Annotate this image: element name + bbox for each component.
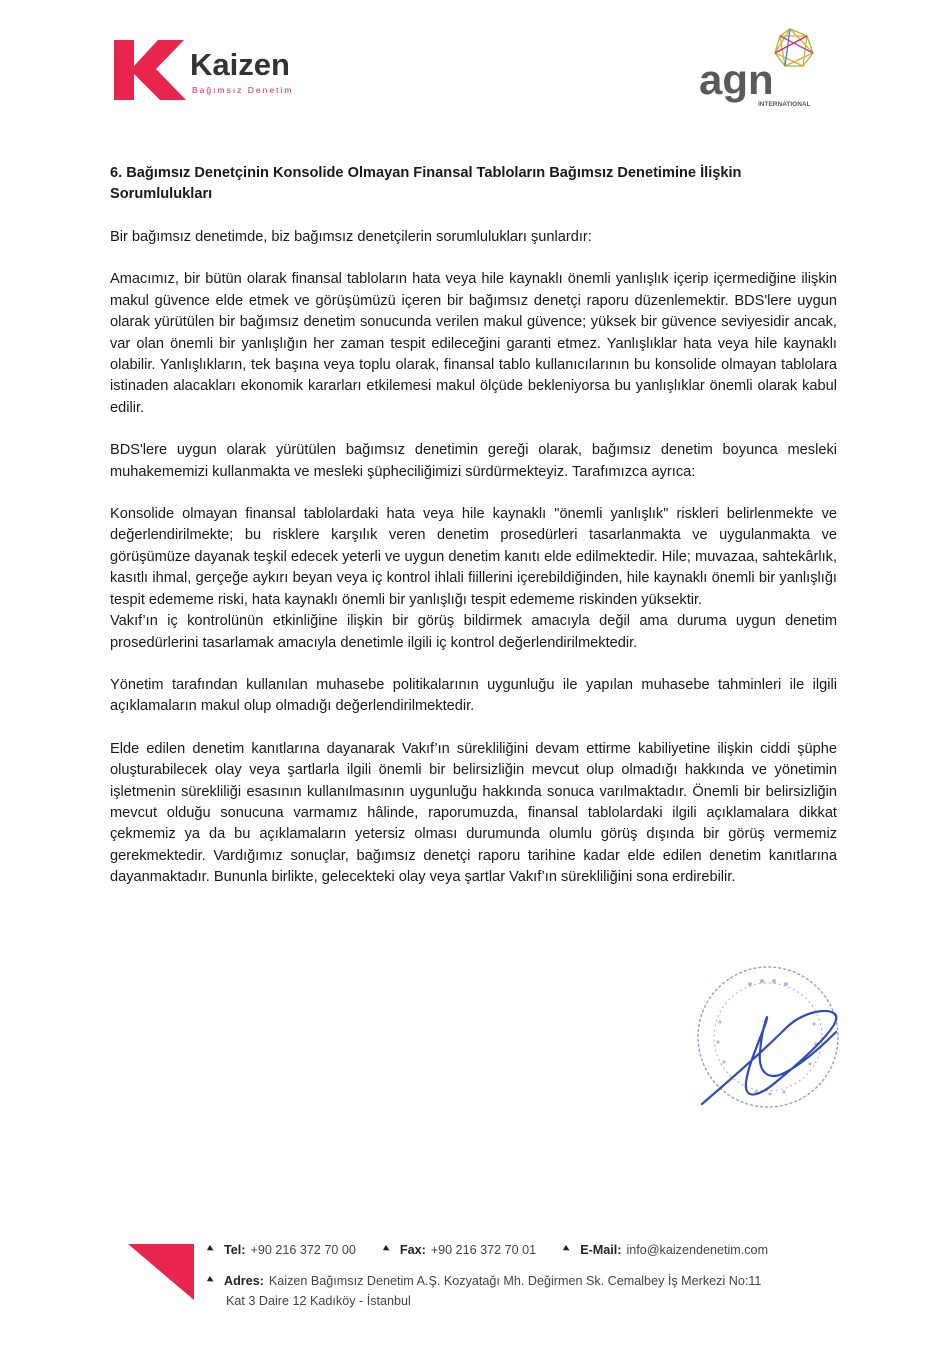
address-label: Adres: <box>224 1274 264 1288</box>
paragraph-risk-assessment: Konsolide olmayan finansal tablolardaki hata veya hile kaynaklı "önemli yanlışlık" riskleri belirlenmekte ve değerlendirilmekte; bu risklere karşılık veren denetim prosedürleri tasarlanmakta ve uygulanmakta ve görüşümüze dayanak teşkil edecek yeterli ve uygun denetim kanıtı elde edilmektedir. Hile; muvazaa, sahtekârlık, kasıtlı ihmal, gerçeğe aykırı beyan veya iç kontrol ihlali fiillerini içerebildiğinden, hile kaynaklı önemli bir yanlışlığı tespit edememe riski, hata kaynaklı önemli bir yanlışlığı tespit edememe riskinden yüksektir. <box>110 506 837 608</box>
company-stamp-signature <box>690 962 850 1127</box>
tel-label: Tel: <box>224 1243 246 1257</box>
footer-address-row <box>208 1274 768 1294</box>
paragraph-internal-control: Vakıf’ın iç kontrolünün etkinliğine ilişkin bir görüş bildirmek amacıyla değil ama duruma uygun denetim prosedürlerini tasarlamak amacıyla denetimle ilgili iç kontrol değerlendirilmektedir. <box>110 613 837 651</box>
email-value[interactable]: info@kaizendenetim.com <box>626 1243 769 1257</box>
kaizen-logo-mark <box>114 40 186 100</box>
agn-international-logo <box>695 26 830 112</box>
bullet-icon <box>563 1245 571 1253</box>
footer-contact <box>208 1243 768 1308</box>
email-label: E-Mail: <box>580 1243 622 1257</box>
paragraph-accounting-policies: Yönetim tarafından kullanılan muhasebe politikalarının uygunluğu ile yapılan muhasebe tahminleri ile ilgili açıklamaların makul olup olmadığı değerlendirilmektedir. <box>110 676 837 715</box>
address-line-1: Kaizen Bağımsız Denetim A.Ş. Kozyatağı Mh. Değirmen Sk. Cemalbey İş Merkezi No:11 <box>268 1274 762 1288</box>
tel-value: +90 216 372 70 00 <box>250 1243 356 1257</box>
paragraph-going-concern: Elde edilen denetim kanıtlarına dayanarak Vakıf’ın sürekliliğini devam ettirme kabiliyetine ilişkin ciddi şüphe oluşturabilecek olay veya şartlarla ilgili önemli bir belirsizliğin mevcut olup olmadığı hakkında ve yönetimin işletmenin sürekliliği esasının kullanılmasının uygunluğu hakkında sonuca varılmaktadır. Önemli bir belirsizliğin mevcut olduğu sonucuna varmamız hâlinde, raporumuzda, finansal tablolardaki ilgili açıklamalara dikkat çekmemiz ya da bu açıklamaların yetersiz olması durumunda olumlu görüş dışında bir görüş vermemiz gerekmektedir. Vardığımız sonuçlar, bağımsız denetçi raporu tarihine kadar elde edilen denetim kanıtlarına dayanmaktadır. Bununla birlikte, gelecekteki olay veya şartlar Vakıf’ın sürekliliğini sona erdirebilir. <box>110 740 837 886</box>
footer-contact-row <box>208 1243 768 1263</box>
bullet-icon <box>207 1245 215 1253</box>
footer-brand-triangle <box>128 1244 194 1300</box>
kaizen-logo-tagline: Bağımsız Denetim <box>192 85 294 95</box>
agn-geometric-icon <box>775 29 813 66</box>
agn-logo-name: agn <box>699 56 774 103</box>
paragraph-intro: Bir bağımsız denetimde, biz bağımsız denetçilerin sorumlulukları şunlardır: <box>110 229 592 245</box>
signature-stroke <box>702 1011 836 1104</box>
fax-label: Fax: <box>399 1243 426 1257</box>
kaizen-logo-name: Kaizen <box>190 47 290 82</box>
paragraph-professional-judgment: BDS'lere uygun olarak yürütülen bağımsız denetimin gereği olarak, bağımsız denetim boyunca mesleki muhakememizi kullanmakta ve mesleki şüpheciliğimizi sürdürmekteyiz. Tarafımızca ayrıca: <box>110 442 837 480</box>
paragraph-objective: Amacımız, bir bütün olarak finansal tabloların hata veya hile kaynaklı önemli yanlışlık içerip içermediğine ilişkin makul güvence elde etmek ve görüşümüzü içeren bir bağımsız denetçi raporu düzenlemektir. BDS'lere uygun olarak yürütülen bir bağımsız denetim sonucunda verilen makul güvence; yüksek bir güvence seviyesidir ancak, var olan önemli bir yanlışlığın her zaman tespit edileceğini garanti etmez. Yanlışlıklar hata veya hile kaynaklı olabilir. Yanlışlıkların, tek başına veya toplu olarak, finansal tablo kullanıcılarının bu konsolide olmayan tablolara istinaden alacakları ekonomik kararları etkilemesi makul ölçüde bekleniyorsa bu yanlışlıklar önemli olarak kabul edilir. <box>110 271 837 416</box>
bullet-icon <box>383 1245 391 1253</box>
bullet-icon <box>207 1276 215 1284</box>
agn-logo-sub: INTERNATIONAL <box>758 101 811 108</box>
address-line-2: Kat 3 Daire 12 Kadıköy - İstanbul <box>226 1294 411 1308</box>
kaizen-logo <box>110 36 310 106</box>
fax-value: +90 216 372 70 01 <box>430 1243 537 1257</box>
section-heading: 6. Bağımsız Denetçinin Konsolide Olmayan Finansal Tabloların Bağımsız Denetimine İlişkin Sorumlulukları <box>110 165 742 202</box>
document-body <box>110 163 837 910</box>
